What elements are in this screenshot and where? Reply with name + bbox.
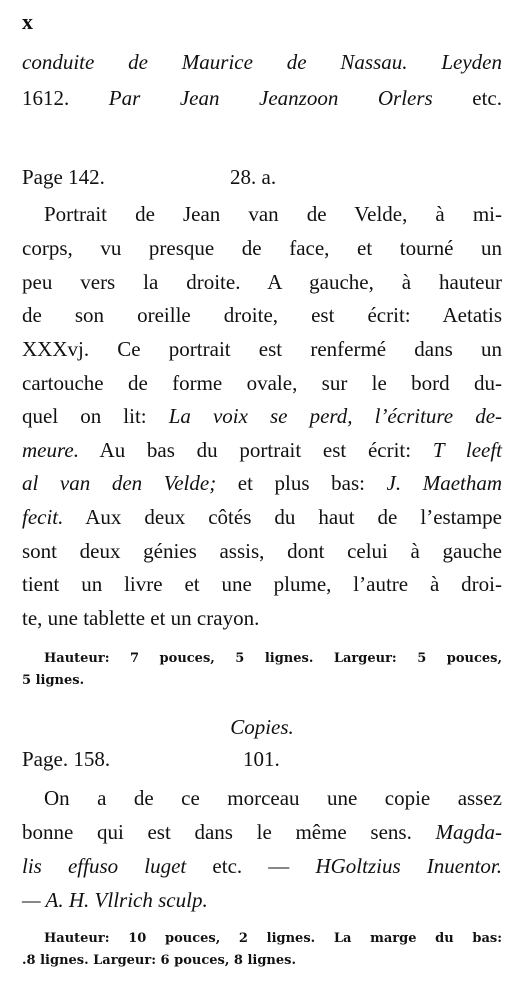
section1-page-ref: Page 142. <box>22 165 105 189</box>
section1-line-4: de son oreille droite, est écrit: Aetatis <box>22 303 502 327</box>
intro-line-2 <box>22 84 502 112</box>
section2-line-3 <box>22 852 502 880</box>
intro-etc: etc. <box>472 86 503 110</box>
section1-line-7a: quel on lit: <box>22 404 147 428</box>
page-folio: x <box>22 9 33 34</box>
section2-inscription-start: Magda- <box>435 820 503 844</box>
section2-dimensions-1: Hauteur: 10 pouces, 2 lignes. La marge du bas: <box>44 931 502 946</box>
section1-line-7 <box>22 402 502 430</box>
section1-dimensions-2: 5 lignes. <box>22 673 85 688</box>
section1-line-11: sont deux génies assis, dont celui à gauche <box>22 539 502 563</box>
section2-inventor: HGoltzius Inuentor. <box>315 854 502 878</box>
section1-line-2: corps, vu presque de face, et tourné un <box>22 236 502 260</box>
section1-motto-end: meure. <box>22 438 79 462</box>
section2-line-4: — A. H. Vllrich sculp. <box>22 888 208 912</box>
section1-line-3: peu vers la droite. A gauche, à hauteur <box>22 270 502 294</box>
section1-line-1: Portrait de Jean van de Velde, à mi- <box>44 202 502 226</box>
section1-motto: La voix se perd, l’écriture de- <box>168 404 503 428</box>
section2-etc: etc. — <box>212 854 290 878</box>
section2-line-2 <box>22 818 502 846</box>
section2-number: 101. <box>243 747 280 771</box>
section1-dimensions-1: Hauteur: 7 pouces, 5 lignes. Largeur: 5 pouces, <box>44 651 502 666</box>
section1-line-9 <box>22 469 502 497</box>
section1-number: 28. a. <box>230 165 277 189</box>
copies-heading: Copies. <box>230 715 294 739</box>
section1-inscription-start: T leeft <box>432 438 503 462</box>
section1-line-5: XXXvj. Ce portrait est renfermé dans un <box>22 337 502 361</box>
section1-line-13: te, une tablette et un crayon. <box>22 606 260 630</box>
section1-inscription-end: al van den Velde; <box>22 471 217 495</box>
section1-line-6: cartouche de forme ovale, sur le bord du- <box>22 371 502 395</box>
section2-line-2a: bonne qui est dans le même sens. <box>22 820 412 844</box>
section1-line-10 <box>22 503 502 531</box>
section2-dimensions-2: .8 lignes. Largeur: 6 pouces, 8 lignes. <box>22 953 297 968</box>
section1-line-12: tient un livre et une plume, l’autre à droi- <box>22 572 502 596</box>
section2-page-ref: Page. 158. <box>22 747 111 771</box>
section2-inscription-end: lis effuso luget <box>22 854 187 878</box>
intro-author: Par Jean Jeanzoon Orlers <box>108 86 433 110</box>
intro-year: 1612. <box>22 86 70 110</box>
section1-line-8 <box>22 436 502 464</box>
section1-line-10b: Aux deux côtés du haut de l’estampe <box>85 505 502 529</box>
intro-line-1: conduite de Maurice de Nassau. Leyden <box>22 50 502 74</box>
section1-engraver: J. Maetham <box>386 471 503 495</box>
section1-fecit: fecit. <box>22 505 64 529</box>
section1-line-8b: Au bas du portrait est écrit: <box>99 438 412 462</box>
section2-line-1: On a de ce morceau une copie assez <box>44 786 502 810</box>
section1-line-9b: et plus bas: <box>237 471 365 495</box>
